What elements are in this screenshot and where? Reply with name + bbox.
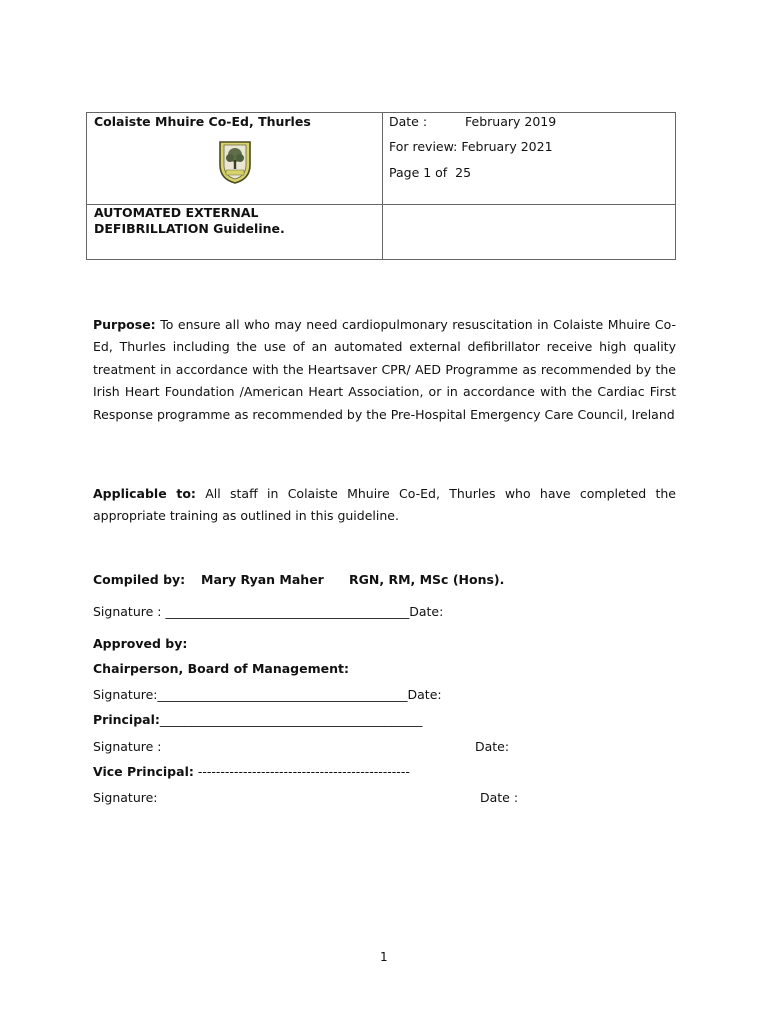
table-divider-vertical (382, 113, 383, 259)
chairperson-label: Chairperson, Board of Management: (93, 661, 349, 676)
date-label-principal: Date: (475, 739, 510, 754)
applicable-label: Applicable to: (93, 486, 196, 501)
date-label-vice-principal: Date : (480, 790, 519, 805)
applicable-paragraph (93, 483, 676, 528)
compiled-by-label: Compiled by: (93, 572, 186, 587)
date-label: Date : (389, 114, 428, 129)
signature-label-principal: Signature : (93, 739, 162, 754)
school-crest-icon (215, 139, 255, 185)
signature-line-compiler (93, 604, 443, 619)
date-value: February 2019 (465, 114, 557, 129)
signature-label: Signature: (93, 687, 158, 702)
date-label: Date: (407, 687, 442, 702)
vice-principal-line (93, 764, 410, 779)
principal-label: Principal: (93, 712, 160, 727)
school-name: Colaiste Mhuire Co-Ed, Thurles (94, 114, 311, 129)
signature-label: Signature : (93, 604, 166, 619)
signature-blank: _______________________________________ (165, 604, 410, 619)
purpose-paragraph (93, 314, 676, 426)
document-title: AUTOMATED EXTERNAL DEFIBRILLATION Guideline. (94, 205, 285, 236)
page-number: 1 (380, 950, 388, 964)
purpose-label: Purpose: (93, 317, 156, 332)
approved-by-label: Approved by: (93, 636, 188, 651)
date-row (389, 114, 556, 129)
review-date: For review: February 2021 (389, 139, 553, 154)
compiler-name: Mary Ryan Maher (201, 572, 324, 587)
signature-line-chairperson (93, 687, 442, 702)
date-label: Date: (409, 604, 444, 619)
vice-principal-label: Vice Principal: (93, 764, 194, 779)
principal-line (93, 712, 422, 727)
header-table (86, 112, 676, 260)
principal-blank: __________________________________________ (159, 712, 423, 727)
applicable-text: All staff in Colaiste Mhuire Co-Ed, Thurles who have completed the appropriate training as outlined in this guideline. (93, 486, 676, 524)
compiler-credentials: RGN, RM, MSc (Hons). (349, 572, 505, 587)
page-count: Page 1 of 25 (389, 165, 472, 180)
signature-label-vice-principal: Signature: (93, 790, 158, 805)
signature-blank: ________________________________________ (157, 687, 408, 702)
vice-principal-blank: ----------------------------------------------- (197, 764, 410, 779)
purpose-text: To ensure all who may need cardiopulmonary resuscitation in Colaiste Mhuire Co-Ed, Thurles including the use of an automated external defibrillator receive high quality treatment in accordance with the Heartsaver CPR/ AED Programme as recommended by the Irish Heart Foundation /American Heart Association, or in accordance with the Cardiac First Response programme as recommended by the Pre-Hospital Emergency Care Council, Ireland (93, 317, 676, 422)
